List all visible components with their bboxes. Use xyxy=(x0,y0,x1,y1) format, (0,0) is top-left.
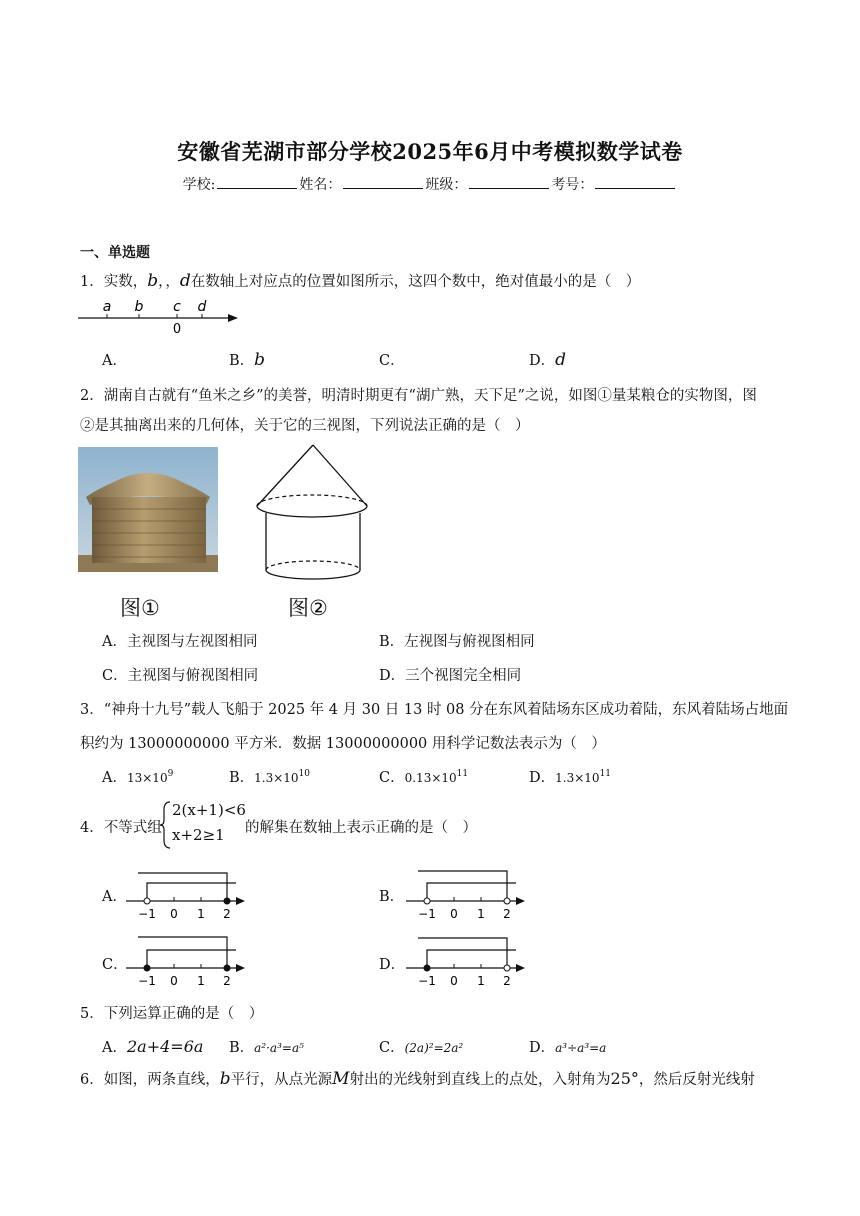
q1-option-d[interactable]: D．d xyxy=(529,350,567,370)
axis-label-d: d xyxy=(197,299,207,315)
svg-text:1: 1 xyxy=(477,974,485,988)
name-label: 姓名： xyxy=(299,177,342,193)
question-3-line-2: 积约为 13000000000 平方米．数据 13000000000 用科学记数法表示为（ ） xyxy=(80,736,606,752)
figure-1-caption: 图① xyxy=(120,596,160,620)
q5-option-b[interactable]: B．a²·a³=a⁵ xyxy=(229,1040,304,1056)
q4-option-b-label[interactable]: B． xyxy=(379,889,405,905)
cone-cylinder-figure xyxy=(252,440,372,580)
q4-option-d-number-line[interactable] xyxy=(403,932,533,988)
student-info-line xyxy=(0,174,860,194)
question-3-line-1: 3．“神舟十九号”载人飞船于 2025 年 4 月 30 日 13 时 08 分在东风着陆场东区成功着陆，东风着陆场占地面 xyxy=(80,702,789,718)
class-label: 班级： xyxy=(425,177,468,193)
axis-label-c: c xyxy=(173,299,181,315)
var-d: d xyxy=(179,271,191,291)
page-title: 安徽省芜湖市部分学校2025年6月中考模拟数学试卷 xyxy=(177,139,683,164)
q5-option-c[interactable]: C．(2a)²=2a² xyxy=(379,1040,464,1056)
svg-text:0: 0 xyxy=(450,974,458,988)
q3-option-d[interactable]: D．$1.3\times 10^{11}$ xyxy=(529,769,612,786)
inequality-2: x+2≥1 xyxy=(172,826,225,844)
axis-label-b: b xyxy=(134,299,144,315)
q1-number-line xyxy=(76,296,246,338)
svg-text:−1: −1 xyxy=(418,974,436,988)
svg-text:−1: −1 xyxy=(138,974,156,988)
q5-option-a[interactable]: A．2a+4=6a xyxy=(102,1037,204,1056)
svg-text:0: 0 xyxy=(450,907,458,921)
q1-option-b[interactable]: B．b xyxy=(229,350,266,370)
svg-text:0: 0 xyxy=(170,907,178,921)
q4-option-d-label[interactable]: D． xyxy=(379,957,406,973)
axis-label-a: a xyxy=(102,299,112,315)
question-5-stem: 5．下列运算正确的是（ ） xyxy=(80,1006,264,1022)
school-blank[interactable] xyxy=(217,176,297,189)
svg-text:0: 0 xyxy=(170,974,178,988)
svg-text:2: 2 xyxy=(503,974,511,988)
class-blank[interactable] xyxy=(469,176,549,189)
svg-text:2: 2 xyxy=(503,907,511,921)
svg-text:−1: −1 xyxy=(138,907,156,921)
question-2-line-2: ②是其抽离出来的几何体，关于它的三视图，下列说法正确的是（ ） xyxy=(80,418,530,434)
inequality-1: 2(x+1)<6 xyxy=(172,801,246,819)
var-m: M xyxy=(332,1069,350,1089)
section-heading: 一、单选题 xyxy=(80,245,150,261)
q5-option-d[interactable]: D．a³÷a³=a xyxy=(529,1040,607,1056)
q2-option-b[interactable]: B．左视图与俯视图相同 xyxy=(379,634,535,650)
question-4-prefix: 4．不等式组 xyxy=(80,820,162,836)
svg-text:1: 1 xyxy=(477,907,485,921)
svg-text:1: 1 xyxy=(197,974,205,988)
svg-text:1: 1 xyxy=(197,907,205,921)
name-blank[interactable] xyxy=(343,176,423,189)
q2-option-c[interactable]: C．主视图与俯视图相同 xyxy=(102,668,259,684)
school-label: 学校: xyxy=(182,177,216,193)
q2-option-a[interactable]: A．主视图与左视图相同 xyxy=(102,634,258,650)
svg-text:2: 2 xyxy=(223,907,231,921)
svg-text:2: 2 xyxy=(223,974,231,988)
var-b: b xyxy=(219,1069,231,1089)
axis-label-zero: 0 xyxy=(172,322,182,337)
q4-option-c-label[interactable]: C． xyxy=(102,957,128,973)
q1-option-a[interactable]: A． xyxy=(102,353,127,369)
question-4-suffix: 的解集在数轴上表示正确的是（ ） xyxy=(245,820,477,836)
q3-option-b[interactable]: B．$1.3\times 10^{10}$ xyxy=(229,769,311,786)
q4-option-a-label[interactable]: A． xyxy=(102,889,127,905)
number-blank[interactable] xyxy=(595,176,675,189)
question-2-line-1: 2．湖南自古就有“鱼米之乡”的美誉，明清时期更有“湖广熟，天下足”之说，如图①量某粮仓的实物图，图 xyxy=(80,388,757,404)
q4-option-b-number-line[interactable] xyxy=(403,865,533,921)
svg-text:−1: −1 xyxy=(418,907,436,921)
q1-option-c[interactable]: C． xyxy=(379,353,405,369)
var-b: b xyxy=(147,271,159,291)
q2-option-d[interactable]: D．三个视图完全相同 xyxy=(379,668,522,684)
figure-2-caption: 图② xyxy=(288,596,328,620)
q3-option-c[interactable]: C．$0.13\times 10^{11}$ xyxy=(379,769,469,786)
q3-option-a[interactable]: A．$13\times 10^9$ xyxy=(102,769,174,786)
q4-option-c-number-line[interactable] xyxy=(123,932,253,988)
system-brace xyxy=(160,800,172,850)
question-6-stem: 6．如图，两条直线，b平行，从点光源M射出的光线射到直线上的点处，入射角为25°，然后反射光线射 xyxy=(80,1069,755,1089)
number-label: 考号： xyxy=(551,177,594,193)
question-1-stem: 1．实数，b，，d在数轴上对应点的位置如图所示，这四个数中，绝对值最小的是（ ） xyxy=(80,271,641,291)
q4-option-a-number-line[interactable] xyxy=(123,865,253,921)
granary-photo xyxy=(78,447,218,572)
